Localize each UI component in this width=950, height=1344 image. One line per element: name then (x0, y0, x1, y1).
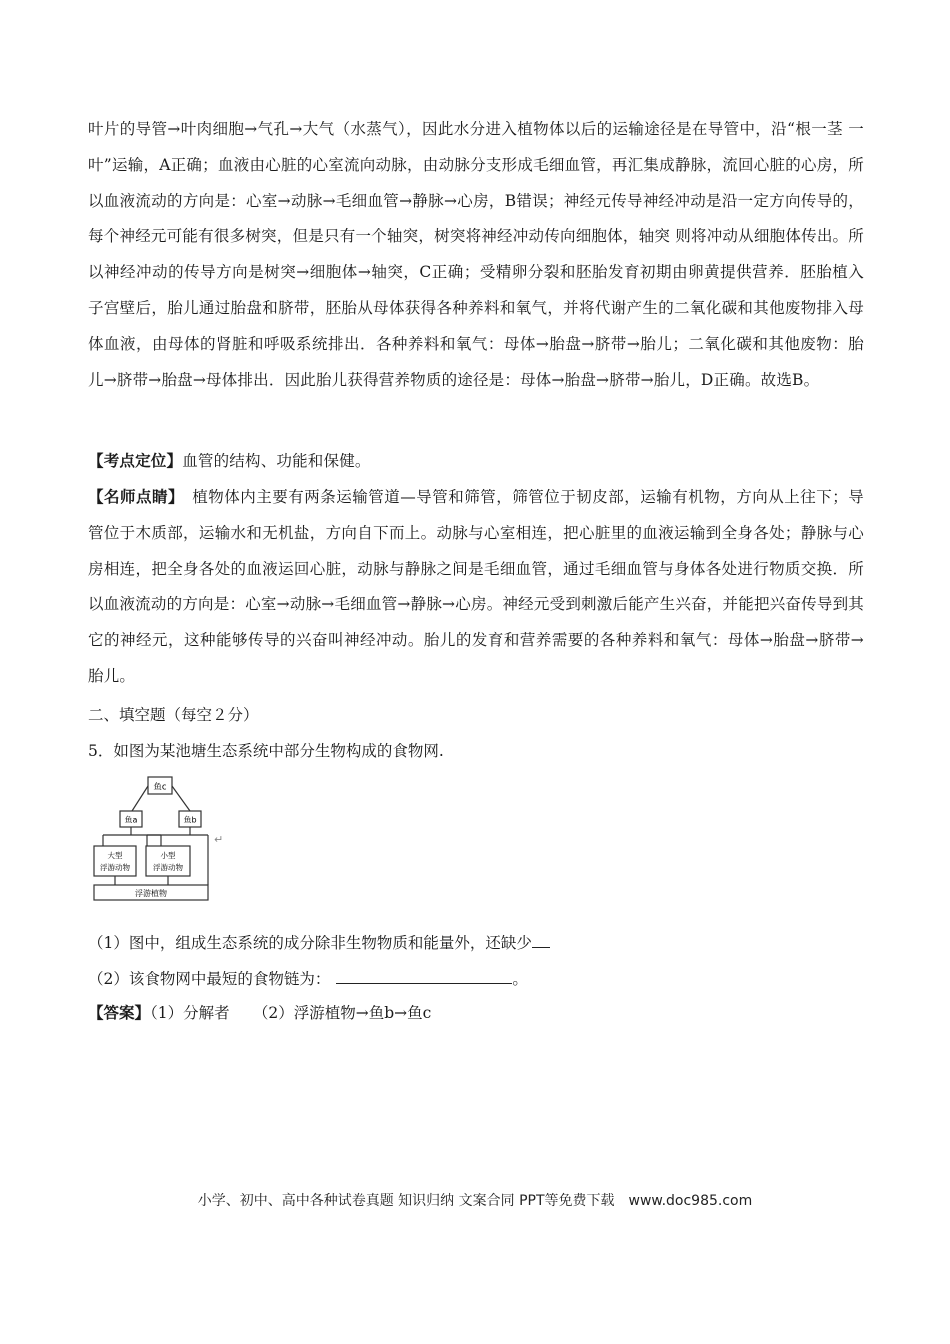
answer-text: （1）分解者 （2）浮游植物→鱼b→鱼c (150, 1004, 432, 1022)
sub-question-1 (88, 928, 550, 958)
sub-question-2-suffix: 。 (512, 970, 528, 988)
fish-c-label: 鱼c (153, 782, 167, 793)
phytoplankton-label: 浮游植物 (135, 889, 167, 898)
section-title: 二、填空题（每空２分） (88, 706, 259, 724)
mingshi-text: 植物体内主要有两条运输管道—导管和筛管，筛管位于韧皮部，运输有机物，方向从上往下；导管位于木质部，运输水和无机盐，方向自下而上。动脉与心室相连，把心脏里的血液运输到全身各处；静脉与心房相连，把全身各处的血液运回心脏，动脉与静脉之间是毛细血管，通过毛细血管与身体各处进行物质交换．所以血液流动的方向是：心室→动脉→毛细血管→静脉→心房。神经元受到刺激后能产生兴奋，并能把兴奋传导到其它的神经元，这种能够传导的兴奋叫神经冲动。胎儿的发育和营养需要的各种养料和氧气：母体→胎盘→脐带→胎儿。 (88, 488, 865, 685)
mingshi-label: 【名师点睛】 (88, 487, 177, 506)
mingshi-paragraph (88, 479, 864, 695)
large-zooplankton-line2: 浮游动物 (100, 863, 130, 872)
answer-blank-2[interactable] (336, 967, 512, 984)
fish-b-label: 鱼b (183, 815, 197, 825)
food-web-diagram (90, 773, 230, 913)
sub-question-2 (88, 964, 528, 994)
kaodian-text: 血管的结构、功能和保健。 (182, 452, 371, 470)
question-stem: 5．如图为某池塘生态系统中部分生物构成的食物网. (88, 742, 444, 760)
page-footer: 小学、初中、高中各种试卷真题 知识归纳 文案合同 PPT等免费下载 www.doc985.com (197, 1193, 753, 1209)
kaodian-label: 【考点定位】 (88, 451, 183, 470)
answer-label: 【答案】 (88, 1003, 151, 1022)
answer-line (88, 998, 431, 1028)
sub-question-2-text: （2）该食物网中最短的食物链为： (88, 970, 331, 988)
kaodian-paragraph (88, 443, 864, 480)
explanation-paragraph: 叶片的导管→叶肉细胞→气孔→大气（水蒸气），因此水分进入植物体以后的运输途径是在导管中，沿“根一茎 一叶”运输，A正确；血液由心脏的心室流向动脉，由动脉分支形成毛细血管，再汇集成静脉，流回心脏的心房，所以血液流动的方向是：心室→动脉→毛细血管→静脉→心房，B错误；神经元传导神经冲动是沿一定方向传导的，每个神经元可能有很多树突，但是只有一个轴突，树突将神经冲动传向细胞体，轴突 则将冲动从细胞体传出。所以神经冲动的传导方向是树突→细胞体→轴突，C正确；受精卵分裂和胚胎发育初期由卵黄提供营养．胚胎植入子宫壁后，胎儿通过胎盘和脐带，胚胎从母体获得各种养料和氧气，并将代谢产生的二氧化碳和其他废物排入母体血液，由母体的肾脏和呼吸系统排出．各种养料和氧气：母体→胎盘→脐带→胎儿；二氧化碳和其他废物：胎儿→脐带→胎盘→母体排出．因此胎儿获得营养物质的途径是：母体→胎盘→脐带→胎儿，D正确。故选B。 (88, 120, 864, 389)
large-zooplankton-line1: 大型 (107, 851, 123, 860)
small-zooplankton-line2: 浮游动物 (153, 863, 183, 872)
return-mark: ↵ (214, 833, 224, 846)
small-zooplankton-line1: 小型 (160, 851, 176, 860)
answer-blank-1[interactable] (532, 931, 550, 948)
sub-question-1-text: （1）图中，组成生态系统的成分除非生物物质和能量外，还缺少 (88, 934, 532, 952)
fish-a-label: 鱼a (124, 815, 138, 825)
